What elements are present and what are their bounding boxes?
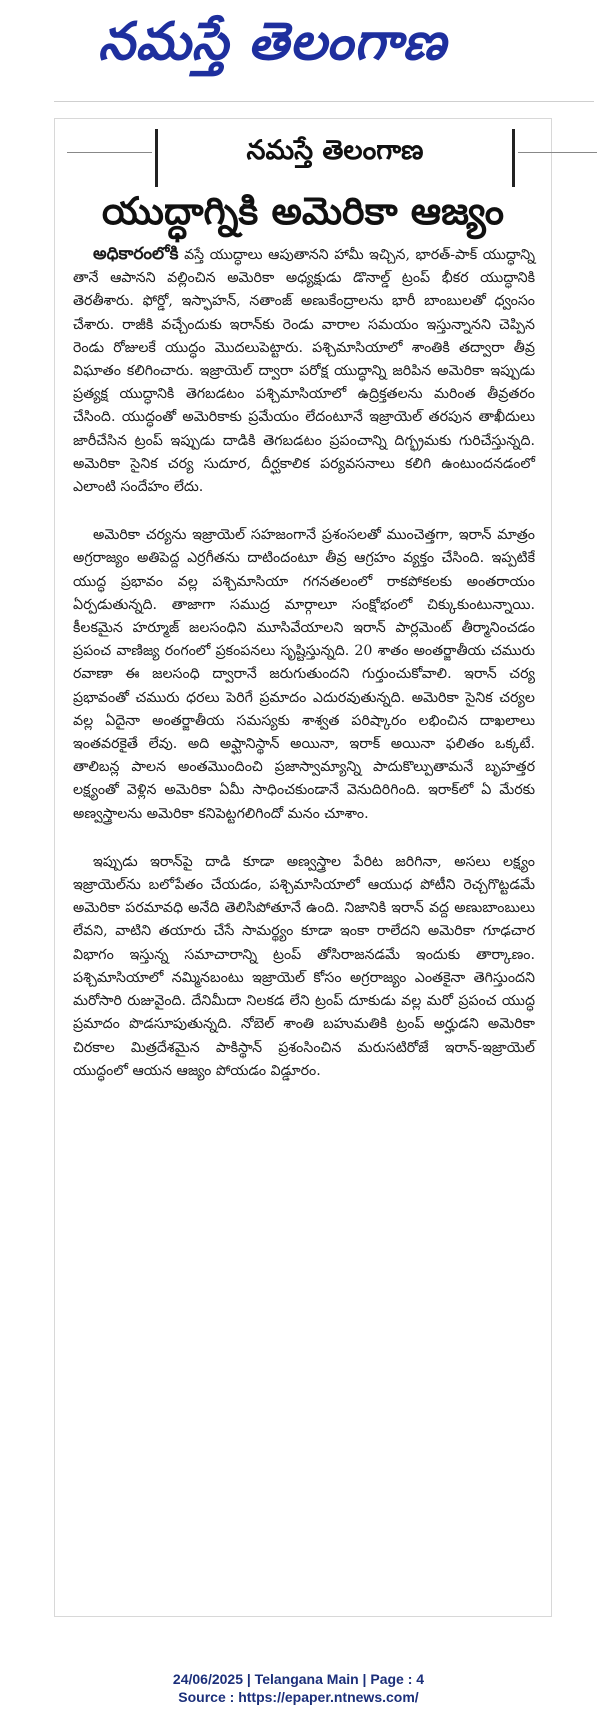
paragraph-1-text: వస్తే యుద్ధాలు ఆపుతానని హామీ ఇచ్చిన, భారత్-పాక్ యుద్ధాన్ని తానే ఆపానని వల్లించిన అమెరికా అధ్యక్షుడు డొనాల్డ్ ట్రంప్ భీకర యుద్ధానికి తెరతీశారు. ఫోర్డో, ఇస్ఫాహన్, నతాంజ్ అణుకేంద్రాలను భారీ బాంబులతో ధ్వంసం చేశారు. రాజీకి వచ్చేందుకు ఇరాన్‌కు రెండు వారాల సమయం ఇస్తున్నానని చెప్పిన రెండు రోజులకే యుద్ధం మొదలుపెట్టారు. పశ్చిమాసియాలో శాంతికి తద్వారా తీవ్ర విఘాతం కలిగించారు. ఇజ్రాయెల్ ద్వారా పరోక్ష యుద్ధాన్ని జరిపిన అమెరికా ఇప్పుడు ప్రత్యక్ష యుద్ధానికి తెగబడటం పశ్చిమాసియాలో ఉద్రిక్తతలను మరింత తీవ్రతరం చేసింది. యుద్ధంతో అమెరికాకు ప్రమేయం లేదంటూనే ఇజ్రాయెల్ తరపున తాఖీదులు జారీచేసిన ట్రంప్ ఇప్పుడు దాడికి తెగబడటం ప్రపంచాన్ని దిగ్భ్రమకు గురిచేస్తున్నది. అమెరికా సైనిక చర్య సుదూర, దీర్ఘకాలిక పర్యవసనాలు కలిగి ఉంటుందనడంలో ఎలాంటి సందేహం లేదు.	[73, 247, 535, 496]
masthead-divider	[54, 101, 594, 102]
masthead	[0, 0, 597, 100]
article-body	[73, 243, 535, 1108]
clipping-brand-header	[155, 129, 515, 187]
source-footer	[0, 1670, 597, 1706]
article-paragraph-1	[73, 243, 535, 499]
article-clipping	[54, 118, 552, 1617]
header-rule-right	[518, 152, 597, 153]
header-bar-left	[155, 129, 158, 187]
article-paragraph-2: అమెరికా చర్యను ఇజ్రాయెల్ సహజంగానే ప్రశంసలతో ముంచెత్తగా, ఇరాన్ మాత్రం అగ్రరాజ్యం అతిపెద్ద ఎర్రగీతను దాటిందంటూ తీవ్ర ఆగ్రహం వ్యక్తం చేసింది. ఇప్పటికే యుద్ధ ప్రభావం వల్ల పశ్చిమాసియా గగనతలంలో రాకపోకలకు అంతరాయం ఏర్పడుతున్నది. తాజాగా సముద్ర మార్గాలూ సంక్షోభంలో చిక్కుకుంటున్నాయి. కీలకమైన హర్మూజ్ జలసంధిని మూసివేయాలని ఇరాన్ పార్లమెంట్ తీర్మానించడం ప్రపంచ వాణిజ్య రంగంలో ప్రకంపనలు సృష్టిస్తున్నది. 20 శాతం అంతర్జాతీయ చమురు రవాణా ఈ జలసంధి ద్వారానే జరుగుతుందని గుర్తుంచుకోవాలి. ఇరాన్ చర్య ప్రభావంతో చమురు ధరలు పెరిగే ప్రమాదం ఎదురవుతున్నది. అమెరికా సైనిక చర్యల వల్ల ఏదైనా అంతర్జాతీయ సమస్యకు శాశ్వత పరిష్కారం లభించిన దాఖలాలు ఇంతవరకైతే లేవు. అది అఫ్ఘానిస్థాన్ అయినా, ఇరాక్ అయినా ఫలితం ఒక్కటే. తాలిబన్ల పాలన అంతమొందించి ప్రజాస్వామ్యాన్ని పాదుకొల్పుతామనే బృహత్తర లక్ష్యంతో వెళ్లిన అమెరికా ఏమీ సాధించకుండానే వెనుదిరిగింది. ఇరాక్‌లో ఏ మేరకు అణ్వస్త్రాలను అమెరికా కనిపెట్టగలిగిందో మనం చూశాం.	[73, 527, 535, 822]
article-headline: యుద్ధాగ్నికి అమెరికా ఆజ్యం	[101, 189, 505, 233]
article-paragraph-3: ఇప్పుడు ఇరాన్‌పై దాడి కూడా అణ్వస్త్రాల పేరిట జరిగినా, అసలు లక్ష్యం ఇజ్రాయెల్‌ను బలోపేతం చేయడం, పశ్చిమాసియాలో ఆయుధ పోటీని రెచ్చగొట్టడమే అమెరికా పరమావధి అనేది తెలిసిపోతూనే ఉంది. నిజానికి ఇరాన్ వద్ద అణుబాంబులు లేవని, వాటిని తయారు చేసే సామర్థ్యం కూడా ఇంకా రాలేదని అమెరికా గూఢచార విభాగం ఇస్తున్న సమాచారాన్ని ట్రంప్ తోసిరాజనడమే ఇందుకు తార్కాణం. పశ్చిమాసియాలో నమ్మినబంటు ఇజ్రాయెల్ కోసం అగ్రరాజ్యం ఎంతకైనా తెగిస్తుందని మరోసారి రుజువైంది. దేనిమీదా నిలకడ లేని ట్రంప్ దూకుడు వల్ల మరో ప్రపంచ యుద్ధ ప్రమాదం పొడసూపుతున్నది. నోబెల్ శాంతి బహుమతికి ట్రంప్ అర్హుడని అమెరికా చిరకాల మిత్రదేశమైన పాకిస్థాన్ ప్రశంసించిన మరుసటిరోజే ఇరాన్-ఇజ్రాయెల్ యుద్ధంలో ఆయన ఆజ్యం పోయడం విడ్డూరం.	[73, 853, 535, 1079]
footer-source-link[interactable]: Source : https://epaper.ntnews.com/	[178, 1689, 419, 1705]
lead-word: అధికారంలోకి	[93, 244, 179, 264]
newspaper-logo: నమస్తే తెలంగాణ	[98, 12, 447, 72]
footer-date-page: 24/06/2025 | Telangana Main | Page : 4	[172, 1671, 425, 1687]
header-rule-left	[67, 152, 152, 153]
clipping-brand: నమస్తే తెలంగాణ	[246, 135, 424, 166]
header-bar-right	[512, 129, 515, 187]
